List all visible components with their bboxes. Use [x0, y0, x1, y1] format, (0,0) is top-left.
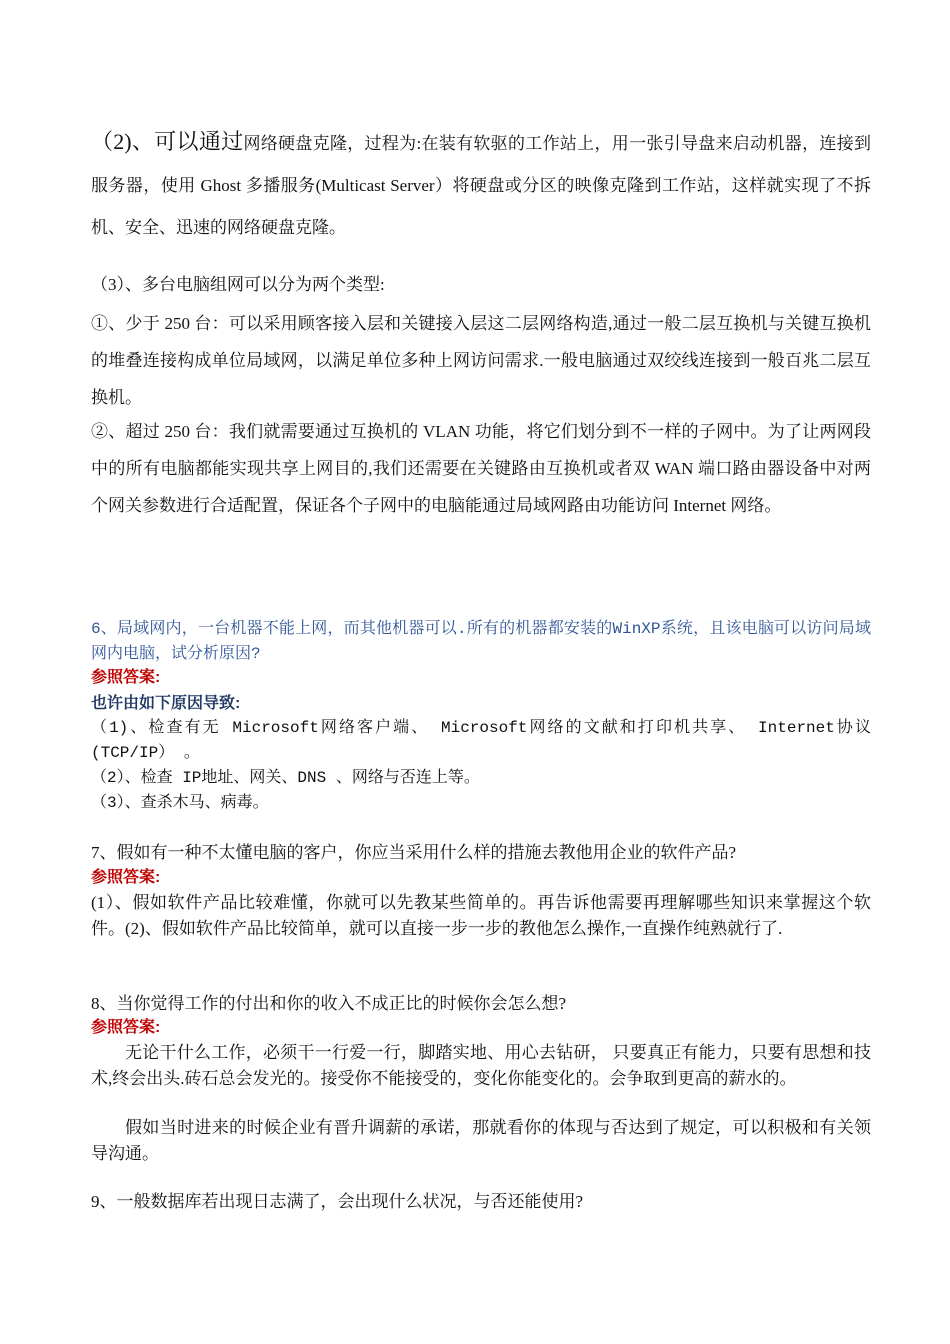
q8-answer-label: 参照答案:	[91, 1019, 161, 1036]
q8-paragraph-1: 无论干什么工作，必须干一行爱一行，脚踏实地、用心去钻研， 只要真正有能力，只要有思想和技术,终会出头.砖石总会发光的。接受你不能接受的，变化你能变化的。会争取到更高的薪水的。	[91, 1043, 871, 1088]
section-2-text: 网络硬盘克隆，过程为:在装有软驱的工作站上，用一张引导盘来启动机器，连接到服务器，使用 Ghost 多播服务(Multicast Server）将硬盘或分区的映像克隆到工作站，这样就实现了不拆机、安全、迅速的网络硬盘克隆。	[91, 134, 871, 237]
section-2-lead: （2)、可以通过	[91, 129, 244, 154]
q7-answer-label: 参照答案:	[91, 869, 161, 886]
q8-paragraph-2: 假如当时进来的时候企业有晋升调薪的承诺，那就看你的体现与否达到了规定，可以积极和有关领导沟通。	[91, 1118, 871, 1163]
q6-item-1: （1)、检查有无 Microsoft网络客户端、 Microsoft网络的文献和打印机共享、 Internet协议(TCP/IP） 。	[91, 719, 871, 762]
question-7: 7、假如有一种不太懂电脑的客户，你应当采用什么样的措施去教他用企业的软件产品?	[91, 843, 737, 862]
q6-answer-label: 参照答案:	[91, 669, 161, 686]
section-3-item-1: ①、少于 250 台：可以采用顾客接入层和关键接入层这二层网络构造,通过一般二层互换机与关键互换机的堆叠连接构成单位局域网，以满足单位多种上网访问需求.一般电脑通过双绞线连接到一般百兆二层互换机。	[91, 314, 871, 407]
q6-item-3: （3）、查杀木马、病毒。	[91, 794, 269, 812]
q6-subtitle: 也许由如下原因导致:	[91, 695, 241, 712]
section-3-title: （3）、多台电脑组网可以分为两个类型:	[91, 275, 385, 294]
q7-answer: (1）、假如软件产品比较难懂，你就可以先教某些简单的。再告诉他需要再理解哪些知识来掌握这个软件。(2)、假如软件产品比较简单，就可以直接一步一步的教他怎么操作,一直操作纯熟就行了.	[91, 893, 871, 938]
section-2-paragraph	[91, 121, 871, 249]
section-3-item-2: ②、超过 250 台：我们就需要通过互换机的 VLAN 功能，将它们划分到不一样的子网中。为了让两网段中的所有电脑都能实现共享上网目的,我们还需要在关键路由互换机或者双 WAN 端口路由器设备中对两个网关参数进行合适配置，保证各个子网中的电脑能通过局域网路由功能访问 Internet 网络。	[91, 422, 871, 515]
q6-item-2: （2）、检查 IP地址、网关、DNS 、网络与否连上等。	[91, 769, 480, 787]
question-6: 6、局域网内，一台机器不能上网，而其他机器可以.所有的机器都安装的WinXP系统，且该电脑可以访问局域网内电脑，试分析原因?	[91, 620, 871, 663]
question-9: 9、一般数据库若出现日志满了，会出现什么状况，与否还能使用?	[91, 1192, 584, 1211]
question-8: 8、当你觉得工作的付出和你的收入不成正比的时候你会怎么想?	[91, 994, 567, 1013]
